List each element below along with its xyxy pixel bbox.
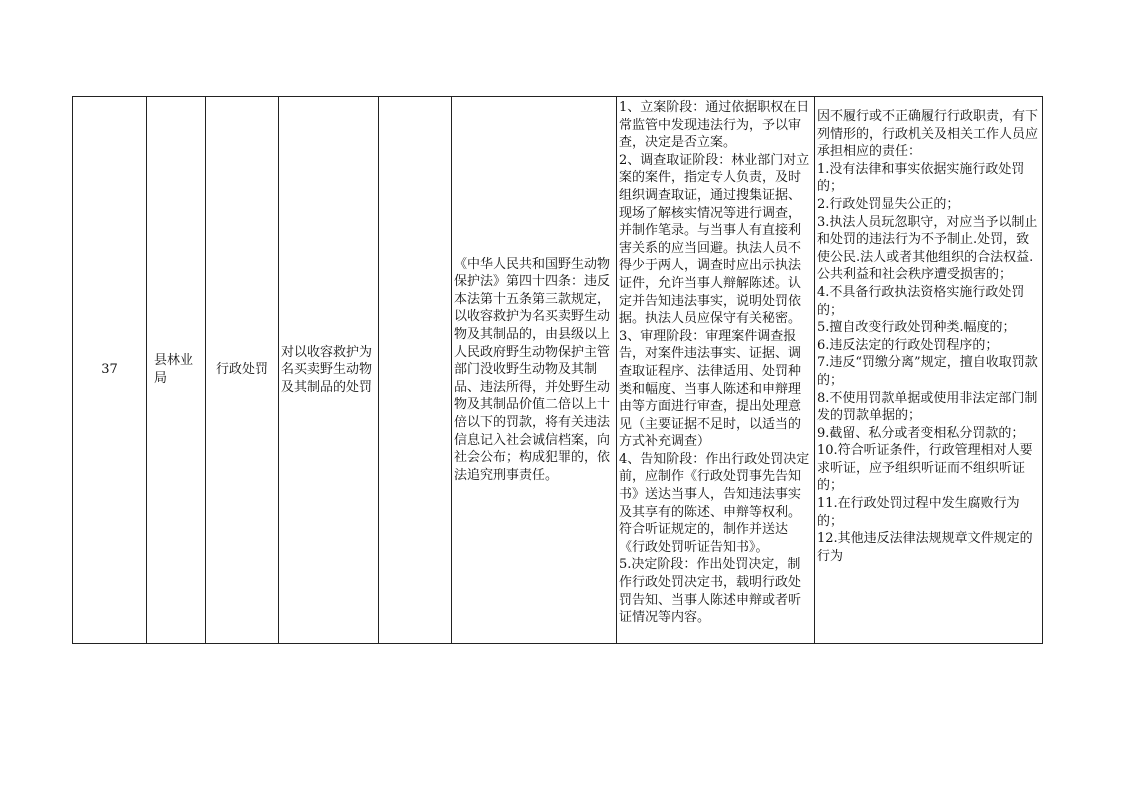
procedure-step: 3、审理阶段：审理案件调查报告，对案件违法事实、证据、调查取证程序、法律适用、处罚种类和幅度、当事人陈述和申辩理由等方面进行审查，提出处理意见（主要证据不足时，以适当的方式补充调查） (619, 328, 802, 450)
responsibility-item: 11.在行政处罚过程中发生腐败行为的； (817, 496, 1020, 529)
row-number: 37 (101, 362, 118, 378)
procedure-step: 5.决定阶段：作出处罚决定，制作行政处罚决定书，载明行政处罚告知、当事人陈述申辩或者听证情况等内容。 (619, 557, 802, 626)
row-number-cell (73, 97, 147, 644)
responsibility-item: 9.截留、私分或者变相私分罚款的； (817, 425, 1025, 441)
legal-basis-cell (452, 97, 617, 644)
responsibility-item: 8.不使用罚款单据或使用非法定部门制发的罚款单据的； (817, 390, 1038, 424)
legal-basis-text: 《中华人民共和国野生动物保护法》第四十四条：违反本法第十五条第三款规定，以收容救护为名买卖野生动物及其制品的，由县级以上人民政府野生动物保护主管部门没收野生动物及其制品、违法所得，并处野生动物及其制品价值二倍以上十倍以下的罚款，将有关违法信息记入社会诚信档案，向社会公布；构成犯罪的，依法追究刑事责任。 (454, 256, 611, 483)
responsibility-item: 5.擅自改变行政处罚种类.幅度的； (817, 320, 1016, 336)
category-label: 行政处罚 (215, 362, 268, 378)
responsibility-item: 10.符合听证条件，行政管理相对人要求听证，应予组织听证而不组织听证的； (817, 443, 1033, 494)
procedure-cell (617, 97, 815, 644)
procedure-step: 4、告知阶段：作出行政处罚决定前，应制作《行政处罚事先告知书》送达当事人，告知违法事实及其享有的陈述、申辩等权利。符合听证规定的，制作并送达《行政处罚听证告知书》。 (619, 451, 810, 555)
responsibility-table (72, 96, 1043, 644)
category-cell (206, 97, 279, 644)
responsibility-cell (815, 97, 1043, 644)
responsibility-item: 6.违反法定的行政处罚程序的； (817, 337, 999, 353)
responsibility-item: 7.违反“罚缴分离”规定，擅自收取罚款的； (817, 355, 1038, 388)
department-name: 县林业局 (154, 353, 194, 386)
responsibility-item: 12.其他违反法律法规规章文件规定的行为 (817, 531, 1033, 564)
responsibility-item: 3.执法人员玩忽职守，对应当予以制止和处罚的违法行为不予制止.处罚，致使公民.法人或者其他组织的合法权益.公共利益和社会秩序遭受损害的； (817, 214, 1038, 283)
procedure-content (617, 97, 814, 643)
responsibility-item: 2.行政处罚显失公正的； (817, 196, 960, 212)
table-row (73, 97, 1043, 644)
responsibility-content (815, 97, 1042, 643)
responsibility-item: 1.没有法律和事实依据实施行政处罚的； (817, 161, 1025, 195)
item-name: 对以收容救护为名买卖野生动物及其制品的处罚 (281, 344, 373, 395)
procedure-step: 1、立案阶段：通过依据职权在日常监管中发现违法行为，予以审查，决定是否立案。 (619, 100, 810, 151)
department-cell (147, 97, 206, 644)
procedure-step: 2、调查取证阶段：林业部门对立案的案件，指定专人负责，及时组织调查取证，通过搜集证据、现场了解核实情况等进行调查，并制作笔录。与当事人有直接利害关系的应当回避。执法人员不得少于两人，调查时应出示执法证件，允许当事人辩解陈述。认定并告知违法事实，说明处罚依据。执法人员应保守有关秘密。 (619, 152, 810, 327)
responsibility-intro: 因不履行或不正确履行行政职责，有下列情形的，行政机关及相关工作人员应承担相应的责任： (817, 109, 1039, 160)
sub-item-cell (379, 97, 452, 644)
item-name-cell (279, 97, 379, 644)
responsibility-item: 4.不具备行政执法资格实施行政处罚的； (817, 284, 1025, 318)
